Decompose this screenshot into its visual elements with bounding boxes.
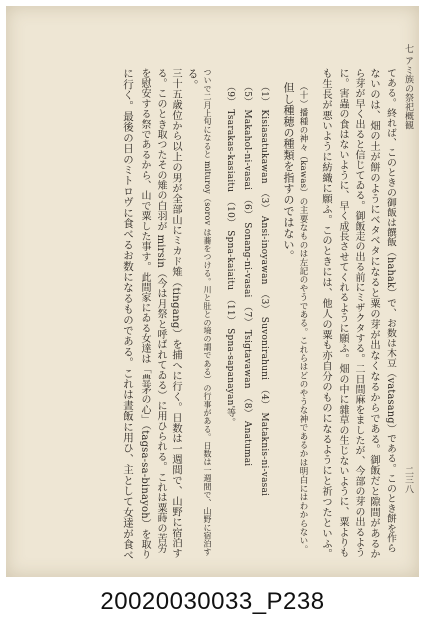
text-column: ないのは、畑の土が餅のようにベタベタになると粟の芽が出なくなるからである。御飯だと隙間があるか — [368, 68, 380, 560]
text-column: （十）播種の神々（kawas）の主要なものは左記のやうである。これらはどのやうな神であるかは明白にはわからない。 — [298, 82, 308, 554]
text-column: に行く。最後の日のミトロヴに食べるお数になるものである。これは晝飯に用ひ、主として女達が食べ — [122, 68, 134, 561]
text-column: ついで二月上旬になると mituroy（sorov は蕎をつける。川と肚との境の謂である）の行事がある。日数は一週間で、山野に宿泊す — [203, 68, 212, 557]
text-column: に。害蟲の食はないように、早く成長させてくれるように願ふ。畑の中に雜草の生じないように、粟よりも — [337, 68, 348, 558]
text-column: （1） Kisiasatukawan （3） Ansi-inoyawan （3） Suvonirahuni （4） Mataknis-ni-vasai — [259, 82, 269, 497]
page-number: 二三八 — [403, 466, 413, 494]
text-column: も生長が悪いように紡織に願ふ。このときには、他人の粟も亦自分のものになるようにと祈つたといふ。 — [320, 68, 332, 560]
text-column: てある。終れば、このときの御飯は饌飯（hahak）で、お数は木豆（vatasang）である。このとき餅を作ら — [385, 68, 396, 554]
scanned-page — [6, 6, 419, 577]
text-column: ら芽が早く出ると信じてゐる。御飯走の出る前にミザクタする。二日間麻をましたが、今部の芽の出るよう — [353, 68, 364, 558]
text-column: る。 — [186, 68, 199, 91]
text-column: 但し種穂の種類を指すのではない。 — [282, 82, 295, 262]
text-column: （5） Makahol-ni-vasai （6） Sonang-ni-vasai （7） Tsigtavawan （8） Anatumai — [242, 82, 252, 467]
text-column: （9） Tsarakas-kasiaitu （10） Spna-kaiaitu （11） Spna-sapanayan'等。 — [225, 82, 235, 427]
text-column: 三十五歳位から以上の男が全部山にミカド雉（tingang）を捕へに行く。日数は一週間で、山野に宿泊す — [170, 68, 182, 559]
text-column: る。このとき取つたその雉の白羽が mirsin（今は月祭と呼ばれてゐる）に用ひられる。これは粟蒔の苦労 — [155, 68, 166, 554]
running-header: 七 アミ族の祭祀概観 — [403, 44, 413, 130]
image-caption: 20020030033_P238 — [100, 588, 325, 615]
text-column: を慰安する祭であるから、山で粟した事す。此間家にゐる女達は「豊茅の心」（tagsa-sa-binayoh）を取り — [139, 68, 150, 560]
